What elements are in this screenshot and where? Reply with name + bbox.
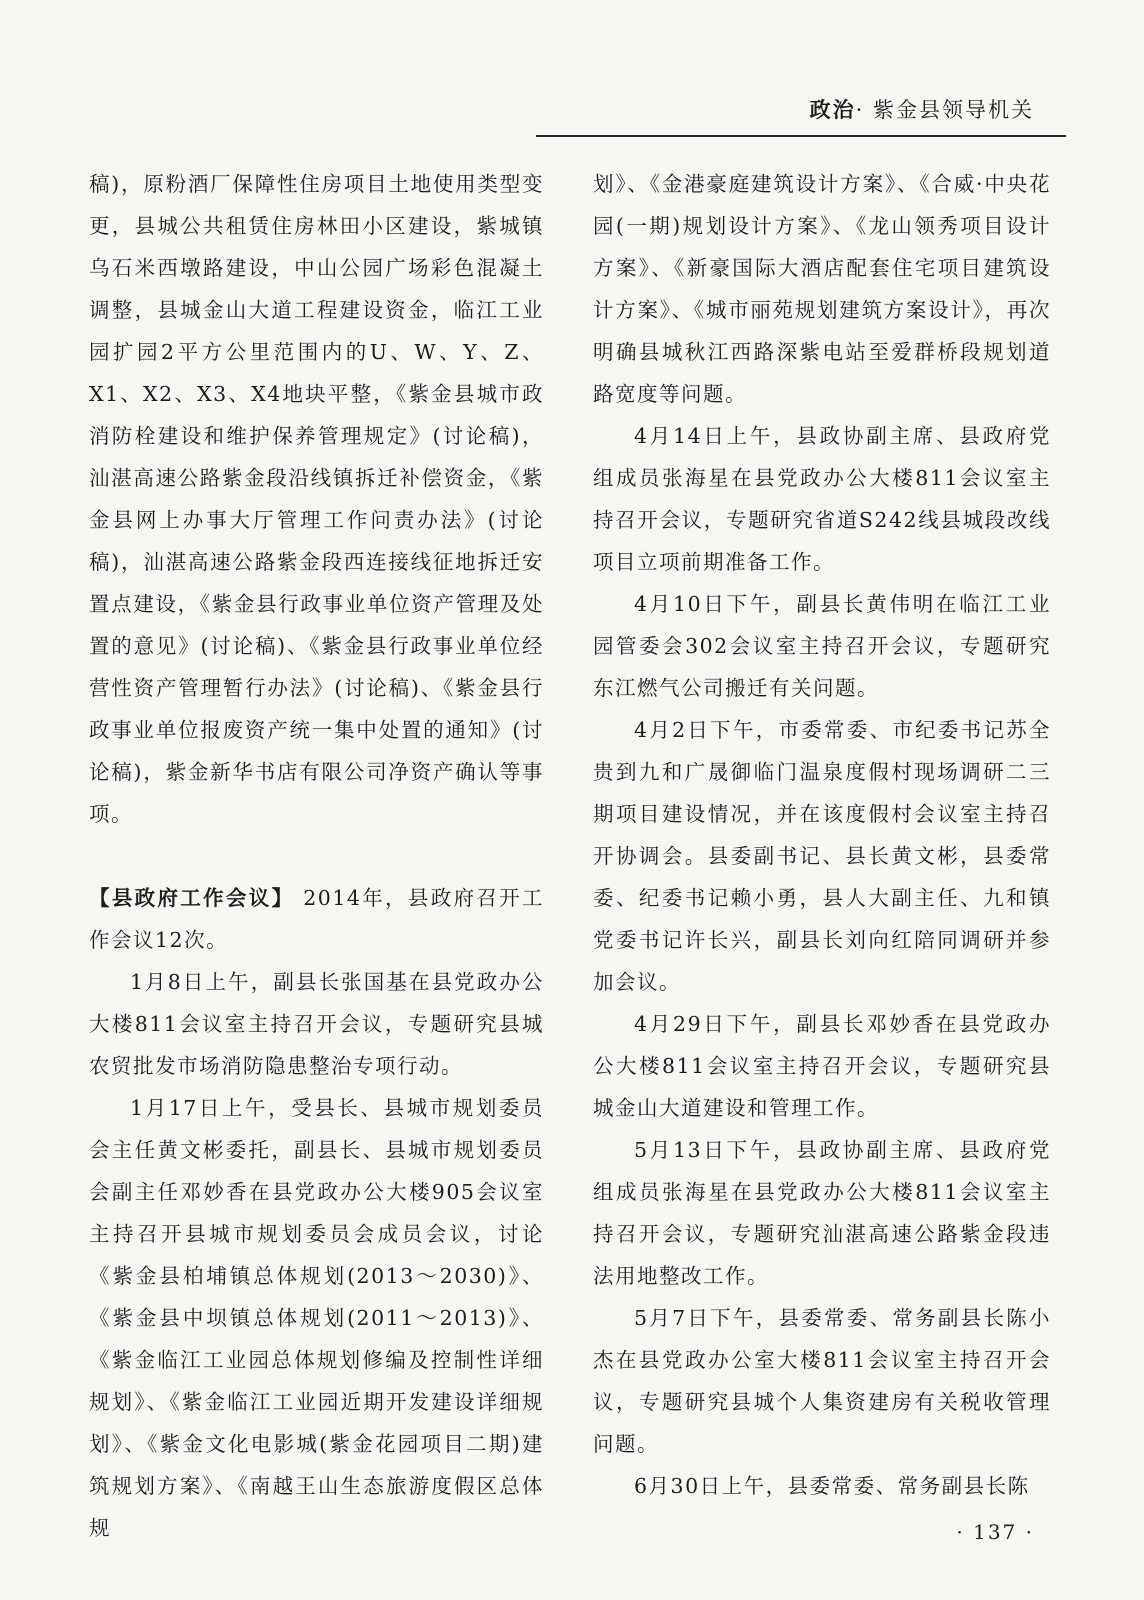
- right-paragraph-7: 5月7日下午，县委常委、常务副县长陈小杰在县党政办公室大楼811会议室主持召开会议，专题研究县城个人集资建房有关税收管理问题。: [593, 1306, 1051, 1456]
- right-paragraph-3: 4月10日下午，副县长黄伟明在临江工业园管委会302会议室主持召开会议，专题研究东江燃气公司搬迁有关问题。: [593, 592, 1051, 700]
- right-paragraph-8: 6月30日上午，县委常委、常务副县长陈: [634, 1474, 1030, 1498]
- left-paragraph-1: 稿)，原粉酒厂保障性住房项目土地使用类型变更，县城公共租赁住房林田小区建设，紫城镇乌石米西墩路建设，中山公园广场彩色混凝土调整，县城金山大道工程建设资金，临江工业园扩园2平方公里范围内的U、W、Y、Z、X1、X2、X3、X4地块平整，《紫金县城市政消防栓建设和维护保养管理规定》(讨论稿)，汕湛高速公路紫金段沿线镇拆迁补偿资金，《紫金县网上办事大厅管理工作问责办法》(讨论稿)，汕湛高速公路紫金段西连接线征地拆迁安置点建设，《紫金县行政事业单位资产管理及处置的意见》(讨论稿)、《紫金县行政事业单位经营性资产管理暂行办法》(讨论稿)、《紫金县行政事业单位报废资产统一集中处置的通知》(讨论稿)，紫金新华书店有限公司净资产确认等事项。: [89, 172, 544, 826]
- running-header: [810, 94, 1034, 124]
- section-paragraph: [89, 877, 544, 961]
- section-intro: 2014年，县政府召开工作会议12次。: [89, 886, 544, 952]
- right-column: [593, 163, 1051, 1507]
- left-paragraph-2: 1月8日上午，副县长张国基在县党政办公大楼811会议室主持召开会议，专题研究县城农贸批发市场消防隐患整治专项行动。: [89, 970, 544, 1078]
- header-section: 政治: [809, 98, 856, 122]
- right-paragraph-6: 5月13日下午，县政协副主席、县政府党组成员张海星在县党政办公大楼811会议室主持召开会议，专题研究汕湛高速公路紫金段违法用地整改工作。: [593, 1138, 1051, 1288]
- right-paragraph-2: 4月14日上午，县政协副主席、县政府党组成员张海星在县党政办公大楼811会议室主持召开会议，专题研究省道S242线县城段改线项目立项前期准备工作。: [593, 424, 1051, 574]
- left-paragraph-3: 1月17日上午，受县长、县城市规划委员会主任黄文彬委托，副县长、县城市规划委员会副主任邓妙香在县党政办公大楼905会议室主持召开县城市规划委员会成员会议，讨论《紫金县柏埔镇总体规划(2013～2030)》、《紫金县中坝镇总体规划(2011～2013)》、《紫金临江工业园总体规划修编及控制性详细规划》、《紫金临江工业园近期开发建设详细规划》、《紫金文化电影城(紫金花园项目二期)建筑规划方案》、《南越王山生态旅游度假区总体规: [89, 1096, 544, 1540]
- left-column: [89, 163, 544, 1549]
- right-paragraph-4: 4月2日下午，市委常委、市纪委书记苏全贵到九和广晟御临门温泉度假村现场调研二三期项目建设情况，并在该度假村会议室主持召开协调会。县委副书记、县长黄文彬，县委常委、纪委书记赖小勇，县人大副主任、九和镇党委书记许长兴，副县长刘向红陪同调研并参加会议。: [593, 718, 1051, 994]
- header-rule: [536, 135, 1066, 137]
- right-paragraph-5: 4月29日下午，副县长邓妙香在县党政办公大楼811会议室主持召开会议，专题研究县城金山大道建设和管理工作。: [593, 1012, 1051, 1120]
- section-heading: 【县政府工作会议】: [89, 886, 295, 910]
- right-paragraph-1: 划》、《金港豪庭建筑设计方案》、《合威·中央花园(一期)规划设计方案》、《龙山领秀项目设计方案》、《新豪国际大酒店配套住宅项目建筑设计方案》、《城市丽苑规划建筑方案设计》，再次明确县城秋江西路深紫电站至爱群桥段规划道路宽度等问题。: [593, 172, 1051, 406]
- page-number: · 137 ·: [956, 1520, 1034, 1544]
- header-title: · 紫金县领导机关: [855, 98, 1034, 122]
